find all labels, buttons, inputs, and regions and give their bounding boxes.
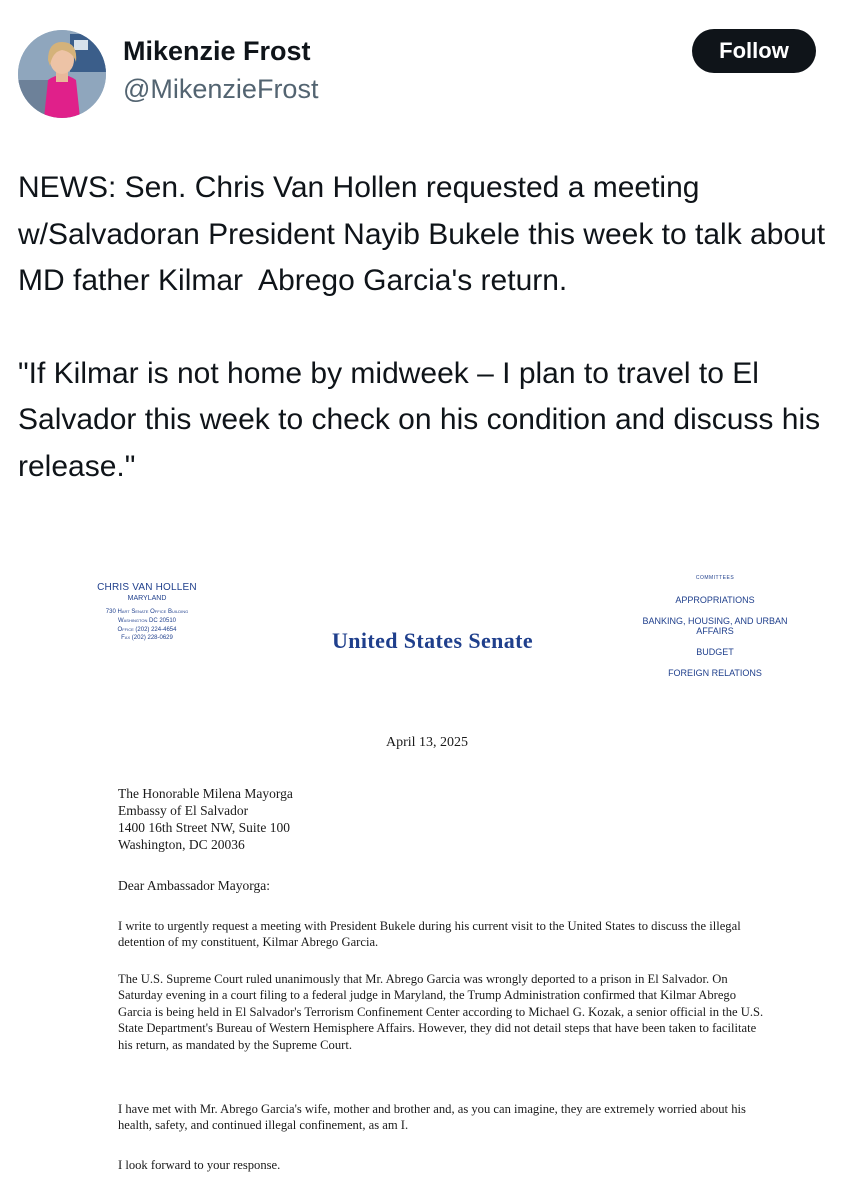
committee-item: APPROPRIATIONS bbox=[675, 595, 755, 605]
author-handle[interactable]: @MikenzieFrost bbox=[123, 74, 319, 104]
follow-button[interactable]: Follow bbox=[692, 29, 816, 73]
committee-item: BANKING, HOUSING, AND URBAN AFFAIRS bbox=[642, 616, 788, 636]
office-address bbox=[62, 608, 232, 643]
recipient-line: 1400 16th Street NW, Suite 100 bbox=[118, 820, 290, 835]
tweet-text bbox=[18, 165, 833, 490]
letterhead-committees bbox=[630, 575, 800, 689]
letterhead-senator bbox=[62, 582, 232, 643]
letter-image[interactable] bbox=[0, 540, 849, 1200]
letter-paragraph: I write to urgently request a meeting with President Bukele during his current visit to the United States to discuss the illegal detention of my constituent, Kilmar Abrego Garcia. bbox=[118, 919, 741, 950]
letter-paragraph: I have met with Mr. Abrego Garcia's wife, mother and brother and, as you can imagine, they are extremely worried about his health, safety, and continued illegal confinement, as am I. bbox=[118, 1102, 746, 1133]
committees-label: COMMITTEES bbox=[695, 575, 735, 581]
senator-name: CHRIS VAN HOLLEN bbox=[97, 582, 197, 593]
committee-item: FOREIGN RELATIONS bbox=[668, 668, 762, 678]
recipient-line: Embassy of El Salvador bbox=[118, 803, 249, 818]
committee-item: BUDGET bbox=[696, 647, 734, 657]
letter-date: April 13, 2025 bbox=[386, 735, 469, 750]
office-line: 730 Hart Senate Office Building bbox=[105, 609, 189, 615]
profile-photo-avatar-icon bbox=[18, 30, 106, 118]
senator-state: MARYLAND bbox=[127, 595, 167, 602]
letter-paragraph: The U.S. Supreme Court ruled unanimously that Mr. Abrego Garcia was wrongly deported to a prison in El Salvador. On Saturday evening in a court filing to a federal judge in Maryland, the Trump Administration confirmed that Kilmar Abrego Garcia is being held in El Salvador's Terrorism Confinement Center according to Michael G. Kozak, a senior official in the U.S. State Department's Bureau of Western Hemisphere Affairs. However, they did not detail steps that have been taken to facilitate his return, as mandated by the Supreme Court. bbox=[118, 972, 764, 1052]
author-avatar[interactable] bbox=[18, 30, 106, 118]
recipient-line: Washington, DC 20036 bbox=[118, 837, 245, 852]
recipient-address bbox=[118, 785, 293, 853]
recipient-line: The Honorable Milena Mayorga bbox=[118, 786, 293, 801]
letter-salutation: Dear Ambassador Mayorga: bbox=[118, 878, 270, 893]
letter-paragraph: I look forward to your response. bbox=[118, 1158, 281, 1172]
senate-title: United States Senate bbox=[331, 628, 534, 653]
office-line: Washington DC 20510 bbox=[117, 617, 177, 624]
tweet-paragraph: "If Kilmar is not home by midweek – I plan to travel to El Salvador this week to check on his condition and discuss his release." bbox=[18, 356, 829, 483]
tweet-paragraph: NEWS: Sen. Chris Van Hollen requested a meeting w/Salvadoran President Nayib Bukele this week to talk about MD father Kilmar Abrego Garcia's return. bbox=[18, 171, 834, 297]
office-line: Office (202) 224-4654 bbox=[117, 626, 177, 633]
author-name[interactable]: Mikenzie Frost bbox=[123, 36, 311, 66]
office-line: Fax (202) 228-0629 bbox=[121, 635, 173, 642]
